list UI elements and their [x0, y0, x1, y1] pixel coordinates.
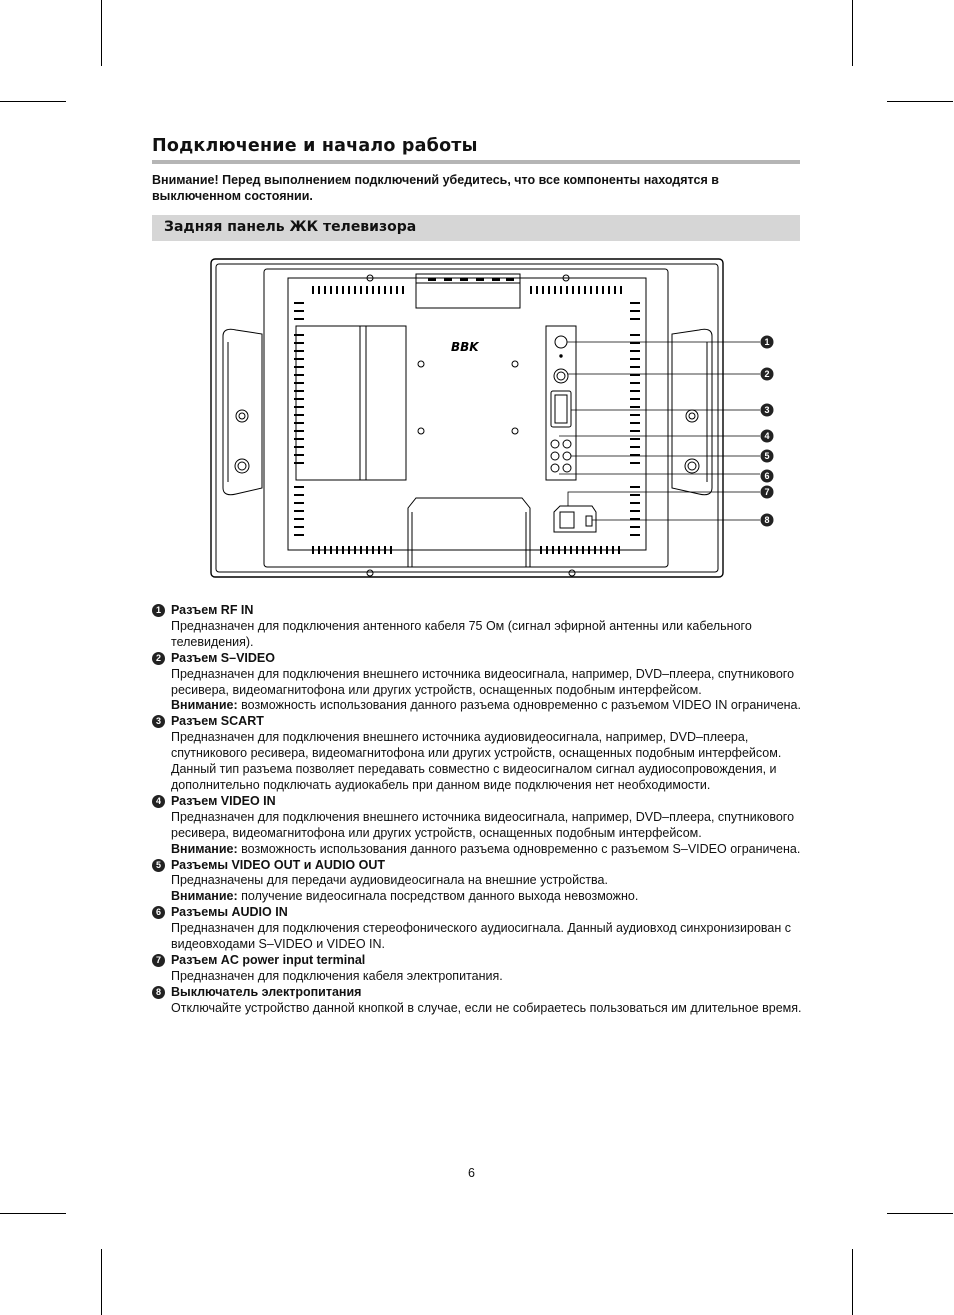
section-header — [152, 215, 800, 241]
item-note — [171, 889, 812, 905]
section-header-label: Задняя панель ЖК телевизора — [164, 219, 417, 235]
item-heading: Разъем AC power input terminal — [171, 952, 366, 967]
callout-1: 1 — [764, 337, 770, 347]
note-text: возможность использования данного разъема одновременно с разъемом VIDEO IN ограничена. — [237, 698, 801, 713]
item-description: Предназначены для передачи аудиовидеосигнала на внешние устройства. — [171, 873, 608, 888]
item-description: Предназначен для подключения кабеля электропитания. — [171, 968, 503, 983]
item-number: 2 — [152, 652, 165, 665]
item-description: Предназначен для подключения стереофонического аудиосигнала. Данный аудиовход синхронизирован с видеовходами S–VIDEO и VIDEO IN. — [171, 921, 792, 952]
list-item — [152, 714, 812, 794]
callout-5: 5 — [764, 451, 770, 461]
item-description: Предназначен для подключения антенного кабеля 75 Ом (сигнал эфирной антенны или кабельного телевидения). — [171, 618, 752, 649]
crop-mark — [887, 1213, 953, 1214]
callout-4: 4 — [764, 431, 770, 441]
crop-mark — [0, 101, 66, 102]
note-label: Внимание: — [171, 841, 238, 856]
page-number: 6 — [468, 1166, 475, 1180]
callout-3: 3 — [764, 405, 770, 415]
item-note — [171, 698, 812, 714]
item-heading: Разъемы VIDEO OUT и AUDIO OUT — [171, 857, 385, 872]
item-number: 4 — [152, 795, 165, 808]
item-description: Предназначен для подключения внешнего источника видеосигнала, например, DVD–плеера, спутникового ресивера, видеомагнитофона или других устройств, оснащенных подобным интерфейсом. — [171, 809, 795, 840]
callout-8: 8 — [764, 515, 770, 525]
item-heading: Разъем RF IN — [171, 603, 254, 617]
callout-2: 2 — [764, 369, 770, 379]
brand-logo: BBK — [451, 340, 479, 354]
list-item — [152, 858, 812, 906]
item-description: Отключайте устройство данной кнопкой в случае, если не собираетесь пользоваться им длительное время. — [171, 1000, 802, 1015]
crop-mark — [852, 1249, 853, 1315]
note-label: Внимание: — [171, 698, 238, 713]
list-item — [152, 905, 812, 953]
connector-list — [152, 603, 812, 1017]
list-item — [152, 794, 812, 858]
list-item — [152, 603, 812, 651]
crop-mark — [0, 1213, 66, 1214]
item-note — [171, 842, 812, 858]
list-item — [152, 953, 812, 985]
note-text: возможность использования данного разъема одновременно с разъемом S–VIDEO ограничена. — [237, 841, 801, 856]
callout-6: 6 — [764, 471, 770, 481]
crop-mark — [101, 1249, 102, 1315]
item-number: 3 — [152, 715, 165, 728]
item-description: Предназначен для подключения внешнего источника аудиовидеосигнала, например, DVD–плеера, спутникового ресивера, видеомагнитофона или других устройств, оснащенных подобным интерфейсом. Данный тип разъема позволяет передавать совместно с видеосигналом сигнал аудиосопровождения, и дополнительно подключать аудиокабель при данном виде подключения нет необходимости. — [171, 730, 782, 792]
crop-mark — [101, 0, 102, 66]
tv-rear-panel-diagram — [200, 250, 790, 582]
item-number: 8 — [152, 986, 165, 999]
page-title: Подключение и начало работы — [152, 136, 478, 156]
item-number: 5 — [152, 859, 165, 872]
callout-7: 7 — [764, 487, 770, 497]
item-heading: Выключатель электропитания — [171, 984, 362, 999]
list-item — [152, 651, 812, 715]
crop-mark — [887, 101, 953, 102]
note-label: Внимание: — [171, 889, 238, 904]
item-number: 7 — [152, 954, 165, 967]
item-heading: Разъем SCART — [171, 714, 264, 729]
crop-mark — [852, 0, 853, 66]
warning-text: Внимание! Перед выполнением подключений убедитесь, что все компоненты находятся в выключенном состоянии. — [152, 173, 719, 203]
note-text: получение видеосигнала посредством данного выхода невозможно. — [237, 889, 639, 904]
item-description: Предназначен для подключения внешнего источника видеосигнала, например, DVD–плеера, спутникового ресивера, видеомагнитофона или других устройств, оснащенных подобным интерфейсом. — [171, 666, 795, 697]
item-heading: Разъемы AUDIO IN — [171, 905, 288, 920]
item-heading: Разъем VIDEO IN — [171, 793, 276, 808]
item-number: 6 — [152, 906, 165, 919]
item-number: 1 — [152, 604, 165, 617]
list-item — [152, 985, 812, 1017]
item-heading: Разъем S–VIDEO — [171, 650, 275, 665]
title-rule — [152, 160, 800, 164]
